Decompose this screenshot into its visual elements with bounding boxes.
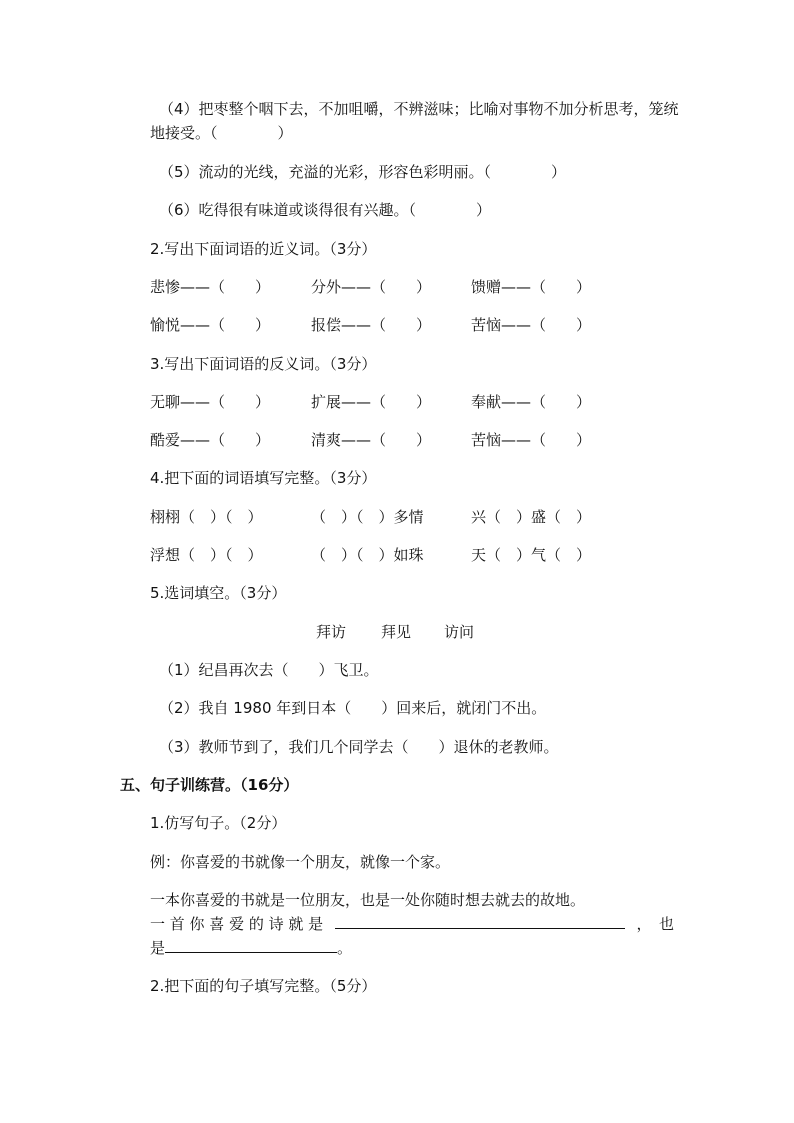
antonym-item: 无聊——（ ）: [150, 393, 271, 411]
q5-item-1: （1）纪昌再次去（ ）飞卫。: [159, 661, 379, 679]
s1-title: 1.仿写句子。（2分）: [150, 814, 287, 832]
idiom-item: （ ）（ ）多情: [311, 508, 424, 526]
word-choice: 拜访: [316, 623, 347, 641]
s1-model-sentence: 一本你喜爱的书就是一位朋友，也是一处你随时想去就去的故地。: [150, 891, 586, 909]
idiom-item: 兴（ ）盛（ ）: [471, 508, 592, 526]
idiom-item: 天（ ）气（ ）: [471, 546, 592, 564]
antonym-item: 清爽——（ ）: [311, 431, 432, 449]
s1-imitation-line: [150, 914, 674, 934]
s1-line3-end: 。: [337, 939, 353, 957]
idiom-item: 浮想（ ）（ ）: [150, 546, 263, 564]
q4-title: 4.把下面的词语填写完整。（3分）: [150, 469, 377, 487]
idiom-item: （ ）（ ）如珠: [311, 546, 424, 564]
antonym-item: 扩展——（ ）: [311, 393, 432, 411]
synonym-item: 悲惨——（ ）: [150, 278, 271, 296]
synonym-item: 报偿——（ ）: [311, 316, 432, 334]
antonym-item: 奉献——（ ）: [471, 393, 592, 411]
answer-blank[interactable]: [335, 914, 625, 929]
s1-imitation-line-2: [150, 938, 352, 958]
synonym-item: 馈赠——（ ）: [471, 278, 592, 296]
q5-item-3: （3）教师节到了，我们几个同学去（ ）退休的老教师。: [159, 738, 559, 756]
s1-line3-start: 是: [150, 939, 166, 957]
idiom-item: 栩栩（ ）（ ）: [150, 508, 263, 526]
antonym-item: 苦恼——（ ）: [471, 431, 592, 449]
word-choice: 访问: [444, 623, 475, 641]
word-choice: 拜见: [381, 623, 412, 641]
section-5-title: 五、句子训练营。（16分）: [120, 776, 299, 794]
q3-title: 3.写出下面词语的反义词。（3分）: [150, 355, 377, 373]
q1-item-6: （6）吃得很有味道或谈得很有兴趣。（ ）: [159, 201, 492, 219]
s1-example: 例：你喜爱的书就像一个朋友，就像一个家。: [150, 853, 451, 871]
q1-item-5: （5）流动的光线，充溢的光彩，形容色彩明丽。（ ）: [159, 163, 567, 181]
s2-title: 2.把下面的句子填写完整。（5分）: [150, 977, 377, 995]
synonym-item: 愉悦——（ ）: [150, 316, 271, 334]
synonym-item: 苦恼——（ ）: [471, 316, 592, 334]
synonym-item: 分外——（ ）: [311, 278, 432, 296]
answer-blank[interactable]: [165, 938, 337, 953]
q5-title: 5.选词填空。（3分）: [150, 584, 287, 602]
s1-imitation-start: 一 首 你 喜 爱 的 诗 就 是: [150, 915, 324, 933]
q1-item-4-line1: （4）把枣整个咽下去，不加咀嚼，不辨滋味；比喻对事物不加分析思考，笼统: [159, 100, 679, 118]
q5-item-2: （2）我自 1980 年到日本（ ）回来后，就闭门不出。: [159, 699, 547, 717]
q1-item-4-line2: 地接受。（ ）: [150, 124, 293, 142]
q2-title: 2.写出下面词语的近义词。（3分）: [150, 240, 377, 258]
antonym-item: 酷爱——（ ）: [150, 431, 271, 449]
s1-imitation-end: ， 也: [636, 915, 674, 933]
